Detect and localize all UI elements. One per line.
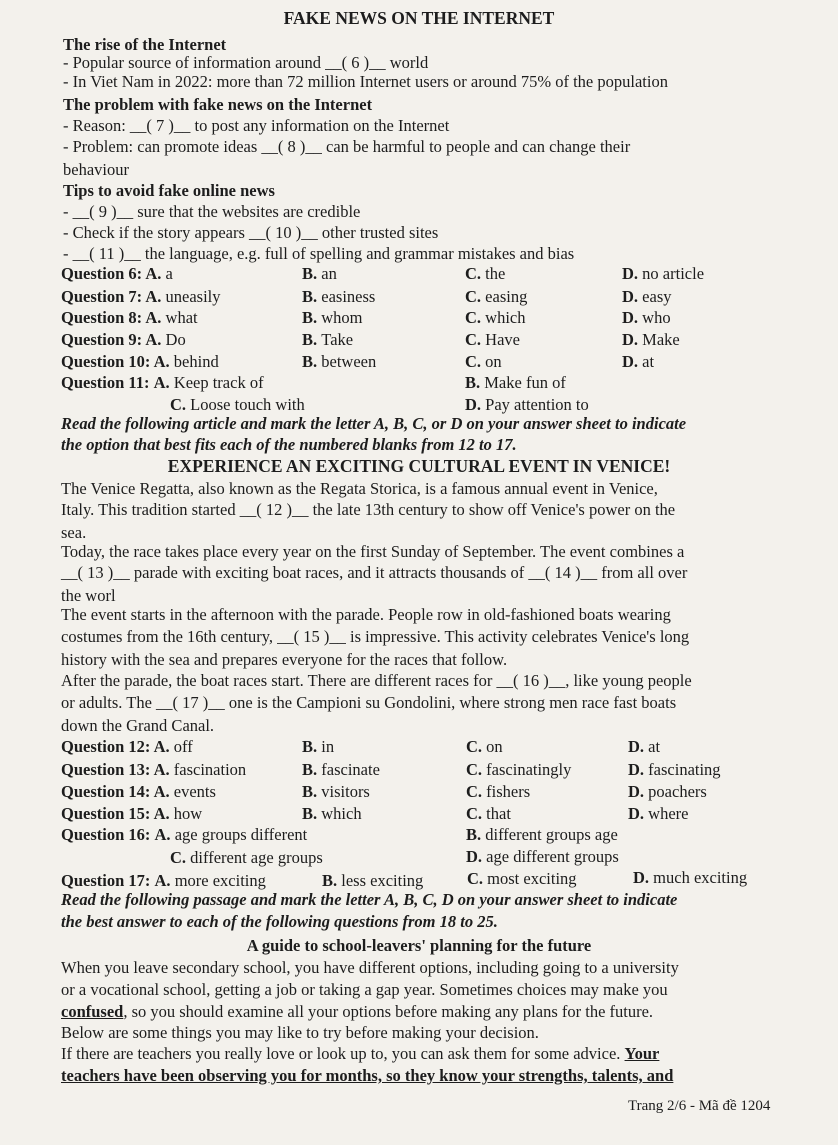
- question-11-row-1: [61, 373, 264, 393]
- question-16-row-1: [61, 825, 307, 845]
- question-label: Question 8:: [61, 308, 143, 327]
- option-b[interactable]: B. fascinate: [302, 760, 380, 779]
- option-b[interactable]: B. easiness: [302, 287, 376, 306]
- option-a[interactable]: A. behind: [150, 352, 219, 371]
- option-c[interactable]: C. Have: [465, 330, 520, 349]
- guide-p2a: If there are teachers you really love or look up to, you can ask them for some advice. Your: [61, 1044, 660, 1063]
- question-16-option-c[interactable]: C. different age groups: [170, 848, 323, 867]
- guide-p1d: Below are some things you may like to try before making your decision.: [61, 1023, 539, 1042]
- option-d[interactable]: D. where: [628, 804, 689, 823]
- question-17-option-d[interactable]: D. much exciting: [633, 868, 748, 887]
- venice-p2a: Today, the race takes place every year on the first Sunday of September. The event combines a: [61, 542, 685, 561]
- section-title-fake-news: FAKE NEWS ON THE INTERNET: [283, 8, 555, 28]
- venice-p4a: After the parade, the boat races start. There are different races for __( 16 )__, like young people: [61, 671, 692, 690]
- question-label-with-option-a: [61, 804, 202, 824]
- venice-p3a: The event starts in the afternoon with the parade. People row in old-fashioned boats wearing: [61, 605, 671, 624]
- option-b[interactable]: B. Take: [302, 330, 354, 349]
- question-label-with-option-a: [61, 737, 193, 757]
- option-d[interactable]: D. at: [622, 352, 655, 371]
- option-d[interactable]: D. at: [628, 737, 661, 756]
- option-d[interactable]: D. who: [622, 308, 671, 327]
- venice-p1a: The Venice Regatta, also known as the Regata Storica, is a famous annual event in Venice,: [61, 479, 658, 498]
- option-b[interactable]: B. an: [302, 264, 337, 283]
- option-d[interactable]: D. easy: [622, 287, 672, 306]
- option-a[interactable]: A. Do: [142, 330, 186, 349]
- heading-problem: The problem with fake news on the Internet: [63, 95, 373, 114]
- venice-p4c: down the Grand Canal.: [61, 716, 215, 735]
- question-label: Question 13:: [61, 760, 151, 779]
- venice-p2b: __( 13 )__ parade with exciting boat races, and it attracts thousands of __( 14 )__ from all over: [61, 563, 688, 582]
- question-label: Question 6:: [61, 264, 143, 283]
- option-c[interactable]: C. on: [465, 352, 502, 371]
- question-11-option-c[interactable]: C. Loose touch with: [170, 395, 305, 414]
- option-d[interactable]: D. fascinating: [628, 760, 721, 779]
- question-label-with-option-a: [61, 782, 216, 802]
- heading-rise: The rise of the Internet: [63, 35, 227, 54]
- option-a[interactable]: A. how: [150, 804, 203, 823]
- rise-line-1: - Popular source of information around __( 6 )__ world: [63, 53, 429, 72]
- option-a[interactable]: A. more exciting: [154, 871, 266, 890]
- venice-p1c: sea.: [61, 523, 87, 542]
- problem-line-2b: behaviour: [63, 160, 129, 179]
- option-a[interactable]: A. a: [142, 264, 173, 283]
- heading-tips: Tips to avoid fake online news: [63, 181, 275, 200]
- instruction-2-line-a: Read the following passage and mark the letter A, B, C, D on your answer sheet to indicate: [61, 890, 678, 909]
- underlined-word-confused: confused: [61, 1002, 124, 1021]
- question-label: Question 10:: [61, 352, 151, 371]
- option-a[interactable]: A. Keep track of: [153, 373, 264, 392]
- question-label-with-option-a: [61, 264, 173, 284]
- rise-line-2: - In Viet Nam in 2022: more than 72 million Internet users or around 75% of the population: [63, 72, 668, 91]
- guide-p1a: When you leave secondary school, you have different options, including going to a university: [61, 958, 679, 977]
- question-label: Question 7:: [61, 287, 143, 306]
- question-label-with-option-a: [61, 308, 198, 328]
- question-label: Question 9:: [61, 330, 143, 349]
- question-11-option-d[interactable]: D. Pay attention to: [465, 395, 589, 414]
- question-label-with-option-a: [61, 352, 219, 372]
- option-d[interactable]: D. poachers: [628, 782, 707, 801]
- option-a[interactable]: A. fascination: [150, 760, 247, 779]
- instruction-1-line-b: the option that best fits each of the numbered blanks from 12 to 17.: [61, 435, 517, 454]
- tips-line-1: - __( 9 )__ sure that the websites are credible: [63, 202, 361, 221]
- question-label: Question 16:: [61, 825, 151, 844]
- option-b[interactable]: B. in: [302, 737, 335, 756]
- option-b[interactable]: B. between: [302, 352, 377, 371]
- option-c[interactable]: C. easing: [465, 287, 528, 306]
- option-a[interactable]: A. what: [142, 308, 198, 327]
- question-label: Question 15:: [61, 804, 151, 823]
- option-c[interactable]: C. fascinatingly: [466, 760, 572, 779]
- option-c[interactable]: C. which: [465, 308, 526, 327]
- question-16-option-d[interactable]: D. age different groups: [466, 847, 619, 866]
- guide-p1b: or a vocational school, getting a job or taking a gap year. Sometimes choices may make you: [61, 980, 668, 999]
- option-c[interactable]: C. on: [466, 737, 503, 756]
- option-a[interactable]: A. age groups different: [154, 825, 308, 844]
- option-a[interactable]: A. off: [150, 737, 193, 756]
- guide-p1c: confused, so you should examine all your options before making any plans for the future.: [61, 1002, 654, 1021]
- section-title-guide: A guide to school-leavers' planning for the future: [246, 936, 592, 955]
- instruction-2-line-b: the best answer to each of the following questions from 18 to 25.: [61, 912, 498, 931]
- option-c[interactable]: C. that: [466, 804, 511, 823]
- venice-p3c: history with the sea and prepares everyone for the races that follow.: [61, 650, 508, 669]
- question-label-with-option-a: [61, 287, 221, 307]
- guide-p2b-underlined: teachers have been observing you for months, so they know your strengths, talents, and: [61, 1066, 674, 1085]
- underlined-phrase-start: Your: [624, 1044, 660, 1063]
- option-b[interactable]: B. which: [302, 804, 362, 823]
- question-label: Question 17:: [61, 871, 151, 890]
- tips-line-3: - __( 11 )__ the language, e.g. full of spelling and grammar mistakes and bias: [63, 244, 575, 263]
- venice-p2c: the worl: [61, 586, 116, 605]
- question-label: Question 11:: [61, 373, 150, 392]
- venice-p3b: costumes from the 16th century, __( 15 )__ is impressive. This activity celebrates Venice's long: [61, 627, 690, 646]
- question-label-with-option-a: [61, 760, 246, 780]
- question-16-option-b[interactable]: B. different groups age: [466, 825, 618, 844]
- section-title-venice: EXPERIENCE AN EXCITING CULTURAL EVENT IN VENICE!: [167, 456, 671, 476]
- instruction-1-line-a: Read the following article and mark the letter A, B, C, or D on your answer sheet to indicate: [61, 414, 687, 433]
- option-a[interactable]: A. uneasily: [142, 287, 221, 306]
- option-a[interactable]: A. events: [150, 782, 216, 801]
- question-17-option-b[interactable]: B. less exciting: [322, 871, 424, 890]
- tips-line-2: - Check if the story appears __( 10 )__ other trusted sites: [63, 223, 439, 242]
- question-label-with-option-a: [61, 330, 186, 350]
- option-c[interactable]: C. the: [465, 264, 506, 283]
- page-footer: Trang 2/6 - Mã đề 1204: [628, 1098, 771, 1114]
- problem-line-2a: - Problem: can promote ideas __( 8 )__ can be harmful to people and can change their: [63, 137, 631, 156]
- option-c[interactable]: C. fishers: [466, 782, 531, 801]
- question-17-option-c[interactable]: C. most exciting: [467, 869, 577, 888]
- question-label: Question 12:: [61, 737, 151, 756]
- option-b[interactable]: B. visitors: [302, 782, 370, 801]
- venice-p4b: or adults. The __( 17 )__ one is the Campioni su Gondolini, where strong men race fast boats: [61, 693, 677, 712]
- question-label: Question 14:: [61, 782, 151, 801]
- question-17-row: [61, 871, 266, 891]
- question-11-option-b[interactable]: B. Make fun of: [465, 373, 566, 392]
- problem-line-1: - Reason: __( 7 )__ to post any information on the Internet: [63, 116, 450, 135]
- option-d[interactable]: D. Make: [622, 330, 680, 349]
- venice-p1b: Italy. This tradition started __( 12 )__ the late 13th century to show off Venice's power on the: [61, 500, 676, 519]
- option-d[interactable]: D. no article: [622, 264, 705, 283]
- option-b[interactable]: B. whom: [302, 308, 363, 327]
